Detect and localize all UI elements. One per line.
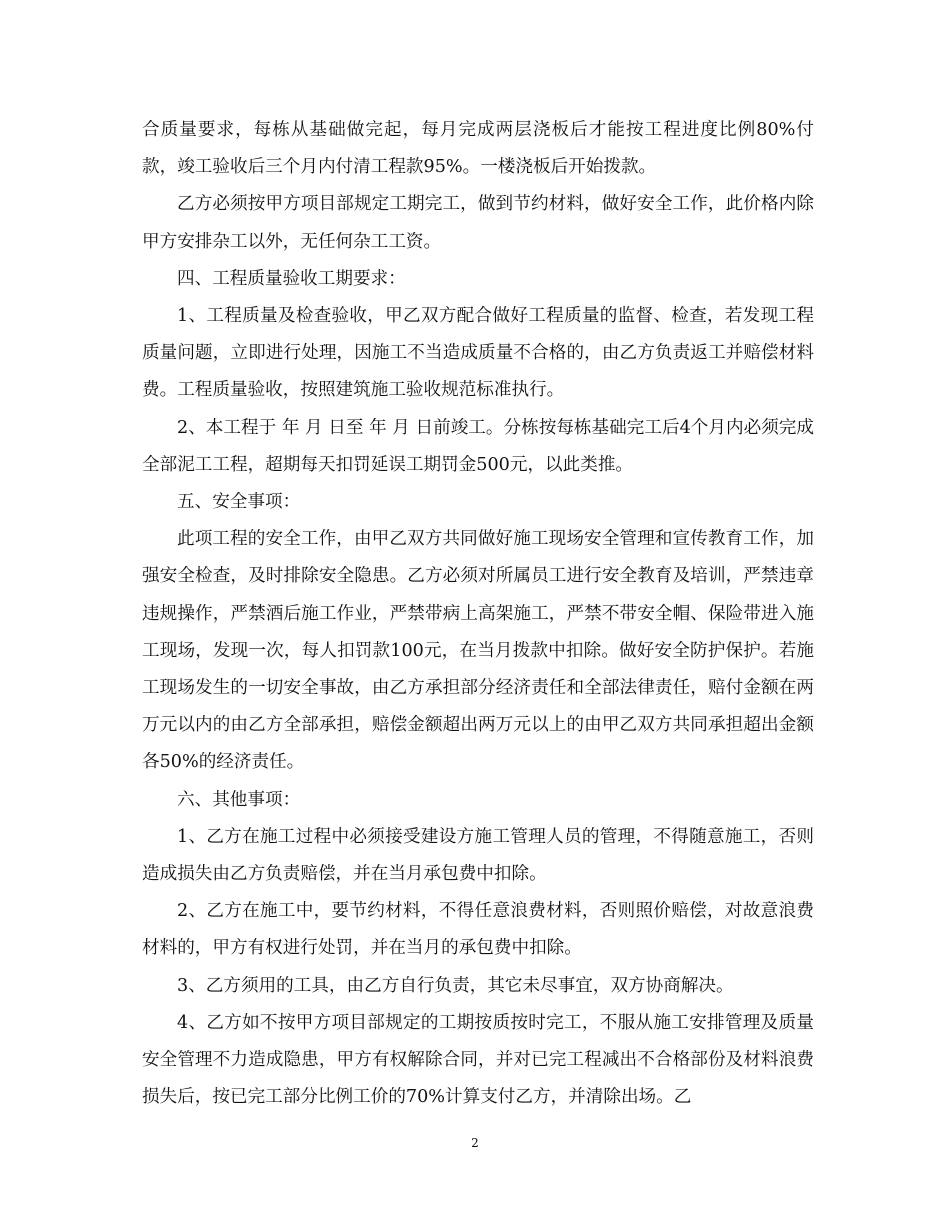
section-heading-safety: 五、安全事项：: [177, 492, 301, 513]
paragraph-safety-work: 此项工程的安全工作，由甲乙双方共同做好施工现场安全管理和宣传教育工作，加强安全检查，及时排除安全隐患。乙方必须对所属员工进行安全教育及培训，严禁违章违规操作，严禁酒后施工作业，严禁带病上高架施工，严禁不带安全帽、保险带进入施工现场，发现一次，每人扣罚款100元，在当月拨款中扣除。做好安全防护保护。若施工现场发生的一切安全事故，由乙方承担部分经济责任和全部法律责任，赔付金额在两万元以内的由乙方全部承担，赔偿金额超出两万元以上的由甲乙双方共同承担超出金额各50%的经济责任。: [142, 529, 814, 773]
paragraph-quality-inspection: 1、工程质量及检查验收，甲乙双方配合做好工程质量的监督、检查，若发现工程质量问题，立即进行处理，因施工不当造成质量不合格的，由乙方负责返工并赔偿材料费。工程质量验收，按照建筑施工验收规范标准执行。: [142, 306, 814, 401]
section-heading-quality-acceptance: 四、工程质量验收工期要求：: [177, 268, 406, 289]
paragraph-payment-terms: 合质量要求，每栋从基础做完起，每月完成两层浇板后才能按工程进度比例80%付款，竣工验收后三个月内付清工程款95%。一楼浇板后开始拨款。: [142, 120, 814, 178]
page-number: 2: [471, 1136, 479, 1150]
paragraph-other-2: 2、乙方在施工中，要节约材料，不得任意浪费材料，否则照价赔偿，对故意浪费材料的，甲方有权进行处罚，并在当月的承包费中扣除。: [142, 901, 814, 959]
paragraph-other-3: 3、乙方须用的工具，由乙方自行负责，其它未尽事宜，双方协商解决。: [177, 975, 734, 996]
section-heading-other-matters: 六、其他事项：: [177, 789, 301, 810]
paragraph-other-4: 4、乙方如不按甲方项目部规定的工期按质按时完工，不服从施工安排管理及质量安全管理不力造成隐患，甲方有权解除合同，并对已完工程减出不合格部份及材料浪费损失后，按已完工部分比例工价的70%计算支付乙方，并清除出场。乙: [142, 1012, 814, 1108]
paragraph-completion-deadline: 2、本工程于 年 月 日至 年 月 日前竣工。分栋按每栋基础完工后4个月内必须完成全部泥工工程，超期每天扣罚延误工期罚金500元，以此类推。: [142, 417, 814, 475]
paragraph-other-1: 1、乙方在施工过程中必须接受建设方施工管理人员的管理，不得随意施工，否则造成损失由乙方负责赔偿，并在当月承包费中扣除。: [142, 826, 814, 885]
paragraph-schedule-materials: 乙方必须按甲方项目部规定工期完工，做到节约材料，做好安全工作，此价格内除甲方安排杂工以外，无任何杂工工资。: [142, 194, 814, 252]
document-body: [142, 112, 814, 1116]
